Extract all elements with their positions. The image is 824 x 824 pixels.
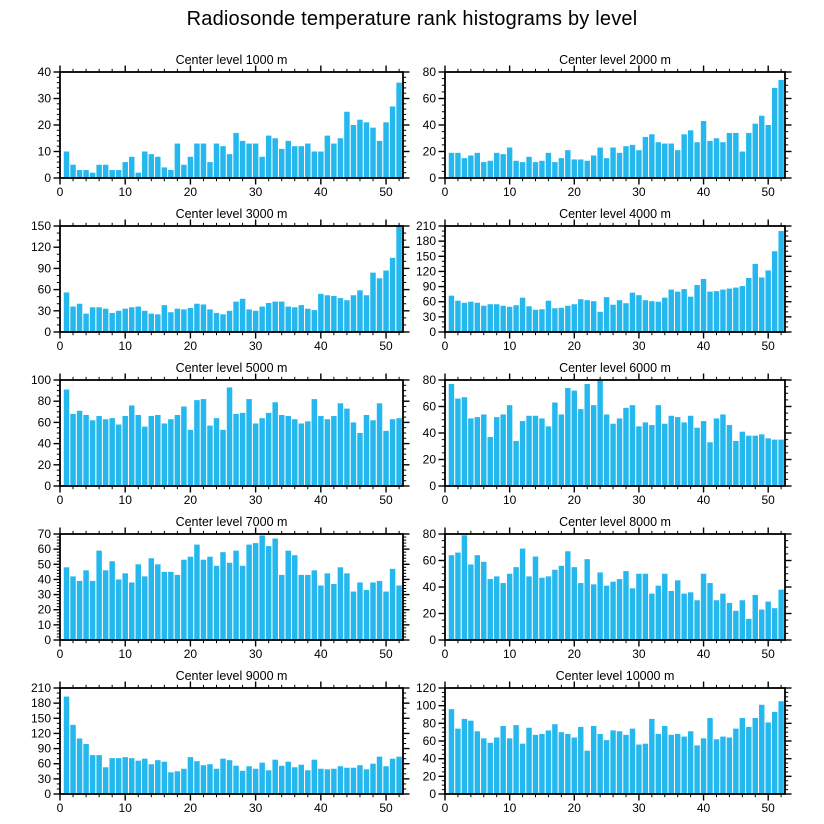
svg-text:120: 120: [30, 726, 51, 741]
svg-text:40: 40: [314, 647, 328, 661]
svg-text:150: 150: [30, 711, 51, 726]
svg-text:30: 30: [248, 801, 263, 815]
svg-text:60: 60: [422, 399, 436, 414]
svg-text:10: 10: [502, 647, 517, 661]
svg-text:60: 60: [422, 91, 436, 106]
histogram-5000m: [0, 360, 412, 514]
svg-text:50: 50: [761, 801, 775, 815]
svg-text:0: 0: [429, 787, 436, 801]
svg-text:50: 50: [379, 493, 393, 507]
svg-text:60: 60: [422, 294, 436, 309]
svg-text:40: 40: [37, 572, 51, 587]
svg-text:120: 120: [415, 264, 436, 279]
svg-text:30: 30: [248, 339, 263, 353]
svg-text:50: 50: [761, 339, 775, 353]
subplot-7000m: [0, 514, 412, 668]
svg-text:40: 40: [696, 339, 711, 353]
subplot-5000m: [0, 360, 412, 514]
svg-text:0: 0: [441, 493, 449, 507]
svg-text:80: 80: [37, 394, 51, 409]
svg-text:0: 0: [429, 325, 436, 339]
svg-text:0: 0: [441, 339, 449, 353]
histogram-7000m: [0, 514, 412, 668]
svg-text:20: 20: [422, 606, 436, 621]
svg-text:40: 40: [696, 185, 711, 199]
svg-text:0: 0: [56, 185, 64, 199]
svg-text:10: 10: [118, 339, 132, 353]
svg-text:10: 10: [502, 339, 517, 353]
svg-text:20: 20: [37, 457, 51, 472]
svg-text:0: 0: [429, 633, 436, 647]
svg-text:30: 30: [632, 185, 646, 199]
histogram-4000m: [412, 206, 824, 360]
svg-text:30: 30: [632, 647, 646, 661]
histogram-6000m: [412, 360, 824, 514]
svg-text:20: 20: [183, 647, 198, 661]
subplot-title-9000m: Center level 9000 m: [175, 669, 288, 683]
svg-text:10: 10: [37, 144, 51, 159]
svg-text:10: 10: [502, 493, 517, 507]
subplot-title-7000m: Center level 7000 m: [175, 515, 288, 529]
svg-text:180: 180: [415, 234, 436, 249]
subplot-4000m: [412, 206, 824, 360]
svg-text:30: 30: [37, 587, 51, 602]
svg-text:30: 30: [248, 647, 263, 661]
subplot-title-1000m: Center level 1000 m: [175, 53, 288, 67]
svg-text:10: 10: [118, 647, 132, 661]
svg-text:210: 210: [30, 681, 51, 695]
svg-text:0: 0: [56, 801, 64, 815]
svg-text:40: 40: [422, 426, 436, 440]
svg-text:30: 30: [422, 309, 436, 324]
svg-text:20: 20: [183, 801, 198, 815]
svg-text:40: 40: [422, 118, 436, 132]
svg-text:0: 0: [441, 801, 449, 815]
histogram-2000m: [412, 52, 824, 206]
svg-text:120: 120: [415, 681, 436, 695]
svg-text:50: 50: [379, 339, 393, 353]
svg-text:40: 40: [422, 580, 436, 594]
svg-text:10: 10: [118, 493, 132, 507]
svg-text:40: 40: [37, 436, 51, 451]
svg-text:210: 210: [415, 219, 436, 233]
svg-text:10: 10: [502, 801, 517, 815]
svg-text:100: 100: [30, 373, 51, 387]
svg-text:30: 30: [632, 493, 646, 507]
svg-text:40: 40: [314, 339, 328, 353]
svg-text:20: 20: [422, 144, 436, 159]
histogram-9000m: [0, 668, 412, 822]
svg-text:0: 0: [56, 647, 64, 661]
svg-text:0: 0: [44, 479, 51, 493]
subplot-grid: [0, 52, 824, 822]
svg-text:0: 0: [441, 647, 449, 661]
svg-text:20: 20: [183, 185, 198, 199]
svg-text:80: 80: [422, 716, 436, 731]
svg-text:20: 20: [567, 647, 581, 661]
svg-text:40: 40: [696, 647, 711, 661]
svg-text:20: 20: [422, 452, 436, 467]
svg-text:60: 60: [37, 282, 51, 297]
svg-text:40: 40: [37, 65, 51, 79]
subplot-3000m: [0, 206, 412, 360]
svg-text:50: 50: [379, 185, 393, 199]
svg-text:70: 70: [37, 527, 51, 541]
svg-text:40: 40: [314, 185, 328, 199]
svg-text:40: 40: [314, 801, 328, 815]
svg-text:40: 40: [696, 493, 711, 507]
svg-text:100: 100: [415, 698, 436, 713]
svg-text:80: 80: [422, 373, 436, 387]
svg-text:120: 120: [30, 240, 51, 255]
svg-text:30: 30: [632, 801, 646, 815]
svg-text:50: 50: [379, 647, 393, 661]
svg-text:50: 50: [761, 185, 775, 199]
svg-text:40: 40: [696, 801, 711, 815]
svg-text:60: 60: [422, 734, 436, 748]
svg-text:90: 90: [422, 279, 436, 294]
svg-text:0: 0: [56, 339, 64, 353]
svg-text:150: 150: [415, 249, 436, 264]
histogram-8000m: [412, 514, 824, 668]
svg-text:0: 0: [56, 493, 64, 507]
svg-text:60: 60: [422, 553, 436, 568]
svg-text:50: 50: [761, 493, 775, 507]
subplot-title-3000m: Center level 3000 m: [175, 207, 288, 221]
svg-text:40: 40: [314, 493, 328, 507]
svg-text:20: 20: [183, 339, 198, 353]
svg-text:20: 20: [567, 339, 581, 353]
subplot-title-10000m: Center level 10000 m: [555, 669, 675, 683]
svg-text:50: 50: [761, 647, 775, 661]
svg-text:80: 80: [422, 65, 436, 79]
svg-text:30: 30: [37, 771, 51, 786]
subplot-9000m: [0, 668, 412, 822]
svg-text:40: 40: [422, 751, 436, 766]
svg-text:50: 50: [37, 557, 51, 572]
subplot-title-6000m: Center level 6000 m: [559, 361, 671, 375]
svg-text:60: 60: [37, 415, 51, 430]
svg-text:20: 20: [183, 493, 198, 507]
figure-title: Radiosonde temperature rank histograms by level: [186, 8, 638, 30]
svg-text:10: 10: [118, 185, 132, 199]
svg-text:10: 10: [37, 617, 51, 632]
subplot-10000m: [412, 668, 824, 822]
svg-text:0: 0: [429, 479, 436, 493]
svg-text:10: 10: [502, 185, 517, 199]
svg-text:20: 20: [37, 602, 51, 617]
histogram-10000m: [412, 668, 824, 822]
svg-text:10: 10: [118, 801, 132, 815]
svg-text:0: 0: [44, 787, 51, 801]
svg-text:0: 0: [429, 171, 436, 185]
svg-text:0: 0: [441, 185, 449, 199]
svg-text:30: 30: [632, 339, 646, 353]
svg-text:30: 30: [248, 185, 263, 199]
subplot-title-8000m: Center level 8000 m: [559, 515, 671, 529]
svg-text:20: 20: [567, 493, 581, 507]
svg-text:90: 90: [37, 261, 51, 276]
subplot-title-4000m: Center level 4000 m: [559, 207, 671, 221]
subplot-title-5000m: Center level 5000 m: [175, 361, 288, 375]
svg-text:60: 60: [37, 542, 51, 557]
svg-text:50: 50: [379, 801, 393, 815]
svg-text:60: 60: [37, 756, 51, 771]
svg-text:80: 80: [422, 527, 436, 541]
svg-text:20: 20: [422, 769, 436, 784]
svg-text:20: 20: [567, 185, 581, 199]
subplot-2000m: [412, 52, 824, 206]
svg-text:150: 150: [30, 219, 51, 233]
svg-text:0: 0: [44, 171, 51, 185]
histogram-3000m: [0, 206, 412, 360]
svg-text:30: 30: [37, 91, 51, 106]
svg-text:180: 180: [30, 696, 51, 711]
subplot-6000m: [412, 360, 824, 514]
subplot-8000m: [412, 514, 824, 668]
subplot-title-2000m: Center level 2000 m: [559, 53, 671, 67]
svg-text:20: 20: [37, 118, 51, 132]
svg-text:90: 90: [37, 741, 51, 756]
svg-text:30: 30: [248, 493, 263, 507]
svg-text:0: 0: [44, 633, 51, 647]
svg-text:20: 20: [567, 801, 581, 815]
histogram-1000m: [0, 52, 412, 206]
svg-text:30: 30: [37, 303, 51, 318]
svg-text:0: 0: [44, 325, 51, 339]
subplot-1000m: [0, 52, 412, 206]
